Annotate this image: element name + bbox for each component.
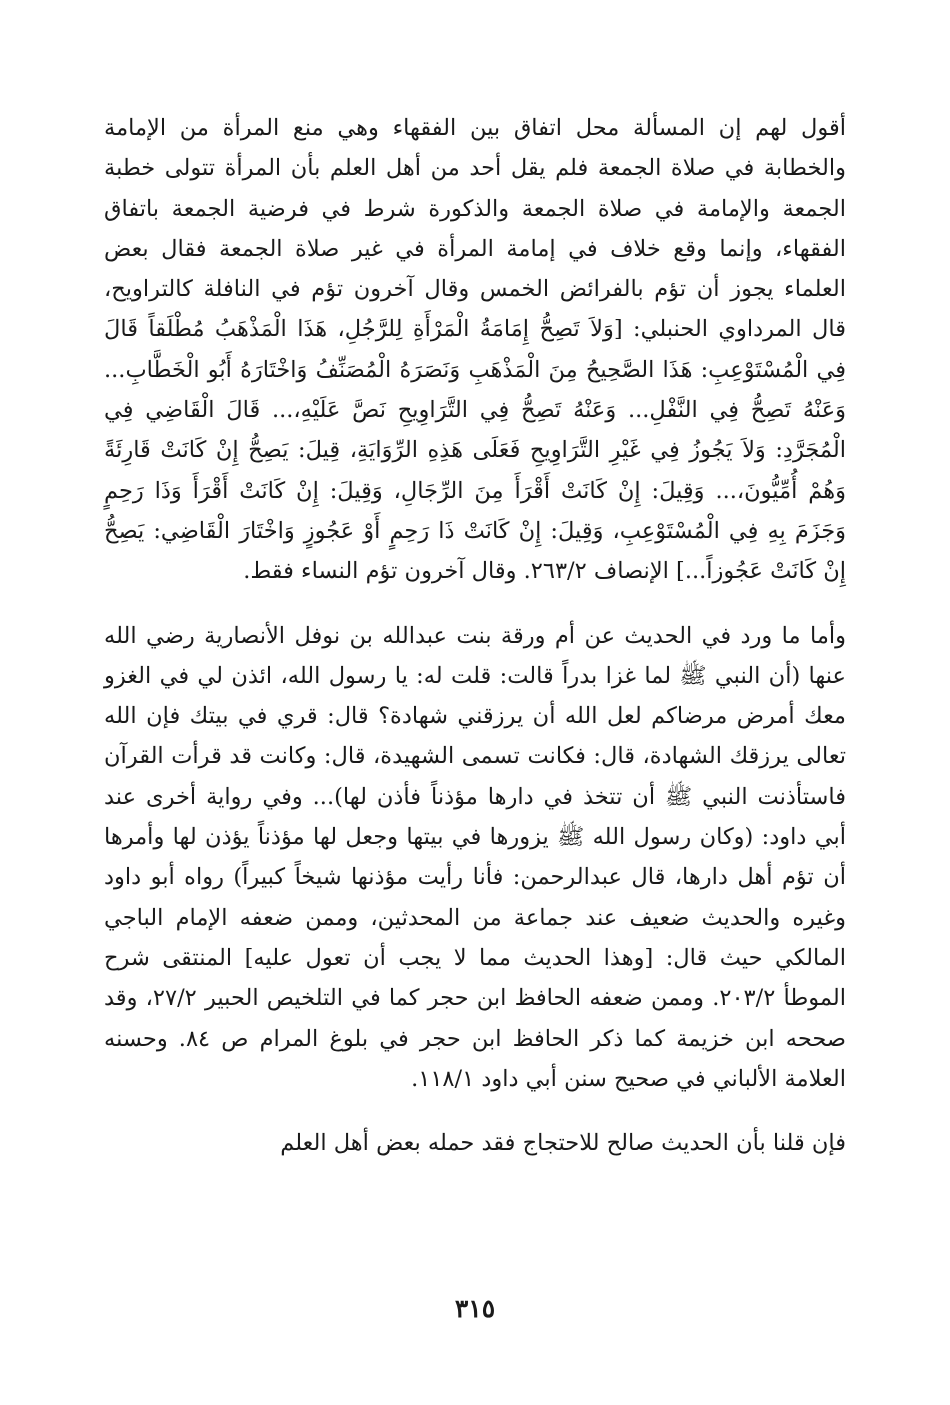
paragraph-1: أقول لهم إن المسألة محل اتفاق بين الفقهاء وهي منع المرأة من الإمامة والخطابة في صلاة الجمعة فلم يقل أحد من أهل العلم بأن المرأة تتولى خطبة الجمعة والإمامة في صلاة الجمعة والذكورة شرط في فرضية الجمعة باتفاق الفقهاء، وإنما وقع خلاف في إمامة المرأة في غير صلاة الجمعة فقال بعض العلماء يجوز أن تؤم بالفرائض الخمس وقال آخرون تؤم في النافلة كالتراويح، قال المرداوي الحنبلي: [وَلاَ تَصِحُّ إِمَامَةُ الْمَرْأَةِ لِلرَّجُلِ، هَذَا الْمَذْهَبُ مُطْلَقاً قَالَ فِي الْمُسْتَوْعِبِ: هَذَا الصَّحِيحُ مِنَ الْمَذْهَبِ وَنَصَرَهُ الْمُصَنِّفُ وَاخْتَارَهُ أَبُو الْخَطَّابِ... وَعَنْهُ تَصِحُّ فِي النَّفْلِ... وَعَنْهُ تَصِحُّ فِي التَّرَاوِيحِ نَصَّ عَلَيْهِ،... قَالَ الْقَاضِي فِي الْمُجَرَّدِ: وَلاَ يَجُوزُ فِي غَيْرِ التَّرَاوِيحِ فَعَلَى هَذِهِ الرِّوَايَةِ، قِيلَ: يَصِحُّ إِنْ كَانَتْ قَارِئَةً وَهُمْ أُمِّيُّونَ،... وَقِيلَ: إِنْ كَانَتْ أَقْرَأَ مِنَ الرِّجَالِ، وَقِيلَ: إِنْ كَانَتْ أَقْرَأَ وَذَا رَحِمٍ وَجَزَمَ بِهِ فِي الْمُسْتَوْعِبِ، وَقِيلَ: إِنْ كَانَتْ ذَا رَحِمٍ أَوْ عَجُوزٍ وَاخْتَارَ الْقَاضِي: يَصِحُّ إِنْ كَانَتْ عَجُوزاً...] الإنصاف ٢٦٣/٢. وقال آخرون تؤم النساء فقط.	[104, 115, 846, 585]
paragraph-3: فإن قلنا بأن الحديث صالح للاحتجاج فقد حمله بعض أهل العلم	[280, 1130, 846, 1157]
paragraph-2: وأما ما ورد في الحديث عن أم ورقة بنت عبدالله بن نوفل الأنصارية رضي الله عنها (أن النبي ﷺ لما غزا بدراً قالت: قلت له: يا رسول الله، ائذن لي في الغزو معك أمرض مرضاكم لعل الله أن يرزقني شهادة؟ قال: قري في بيتك فإن الله تعالى يرزقك الشهادة، قال: فكانت تسمى الشهيدة، قال: وكانت قد قرأت القرآن فاستأذنت النبي ﷺ أن تتخذ في دارها مؤذناً فأذن لها)... وفي رواية أخرى عند أبي داود: (وكان رسول الله ﷺ يزورها في بيتها وجعل لها مؤذناً يؤذن لها وأمرها أن تؤم أهل دارها، قال عبدالرحمن: فأنا رأيت مؤذنها شيخاً كبيراً) رواه أبو داود وغيره والحديث ضعيف عند جماعة من المحدثين، وممن ضعفه الإمام الباجي المالكي حيث قال: [وهذا الحديث مما لا يجب أن تعول عليه] المنتقى شرح الموطأ ٢٠٣/٢. وممن ضعفه الحافظ ابن حجر كما في التلخيص الحبير ٢٧/٢، وقد صححه ابن خزيمة كما ذكر الحافظ ابن حجر في بلوغ المرام ص ٨٤. وحسنه العلامة الألباني في صحيح سنن أبي داود ١١٨/١.	[104, 622, 846, 1092]
page-number: ٣١٥	[454, 1294, 496, 1323]
page-body	[104, 108, 846, 1163]
